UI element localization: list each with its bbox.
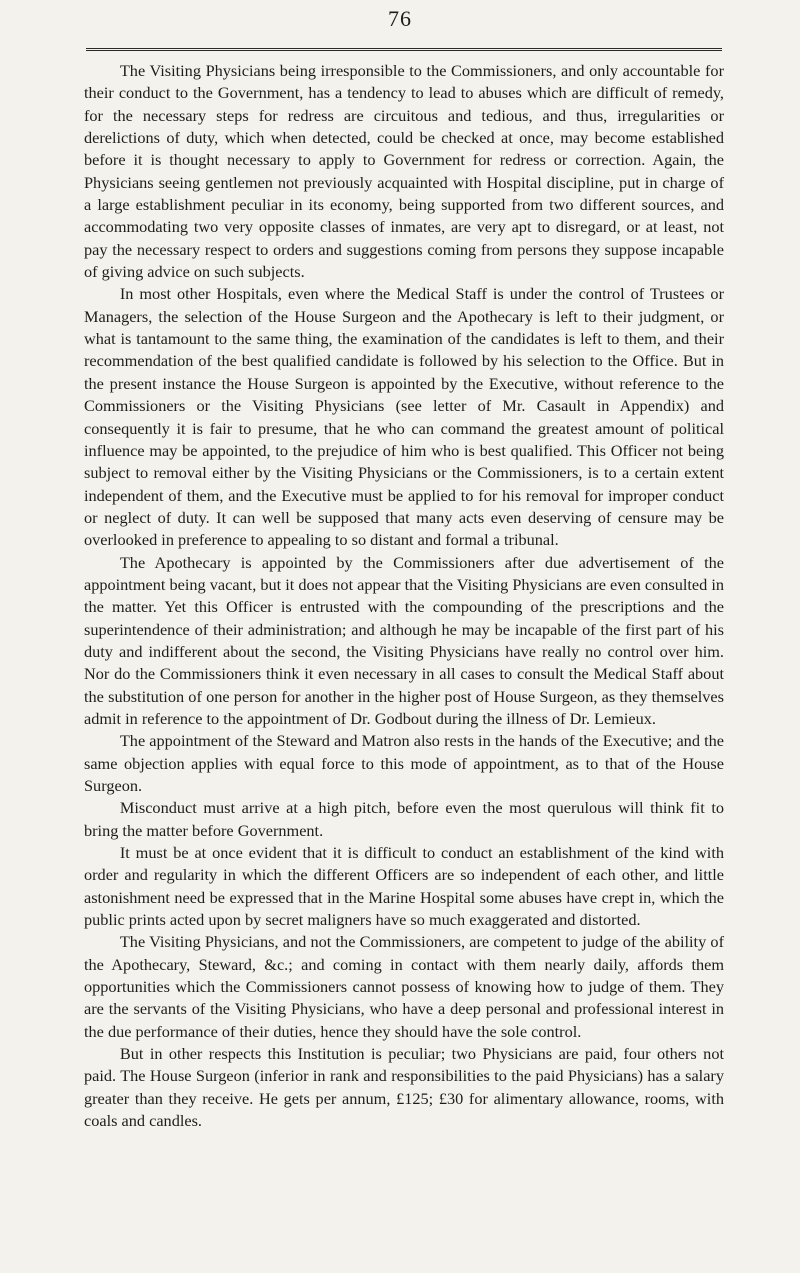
paragraph-1: The Visiting Physicians being irresponsible to the Commissioners, and only accountable for their conduct to the Government, has a tendency to lead to abuses which are difficult of remedy, for the necessary steps for redress are circuitous and tedious, and thus, irregularities or derelictions of duty, which when detected, could be checked at once, may become established before it is thought necessary to apply to Government for redress or correction. Again, the Physicians seeing gentlemen not previously acquainted with Hospital discipline, put in charge of a large establishment peculiar in its economy, being supported from two different sources, and accommodating two very opposite classes of inmates, are very apt to disregard, or at least, not pay the necessary respect to orders and suggestions coming from persons they suppose incapable of giving advice on such subjects. bbox=[84, 61, 724, 282]
header-rule bbox=[86, 48, 722, 51]
paragraph-5: Misconduct must arrive at a high pitch, before even the most querulous will think fit to bring the matter before Government. bbox=[84, 798, 724, 840]
paragraph-4: The appointment of the Steward and Matron also rests in the hands of the Executive; and the same objection applies with equal force to this mode of appointment, as to that of the House Surgeon. bbox=[84, 731, 724, 795]
page-number: 76 bbox=[388, 6, 412, 31]
paragraph-3: The Apothecary is appointed by the Commissioners after due advertisement of the appointment being vacant, but it does not appear that the Visiting Physicians are even consulted in the matter. Yet this Officer is entrusted with the compounding of the prescriptions and the superintendence of their administration; and although he may be incapable of the first part of his duty and indifferent about the second, the Visiting Physicians have really no control over him. Nor do the Commissioners think it even necessary in all cases to consult the Medical Staff about the substitution of one person for another in the higher post of House Surgeon, as they themselves admit in reference to the appointment of Dr. Godbout during the illness of Dr. Lemieux. bbox=[84, 552, 724, 728]
paragraph-2: In most other Hospitals, even where the Medical Staff is under the control of Trustees or Managers, the selection of the House Surgeon and the Apothecary is left to their judgment, or what is tantamount to the same thing, the examination of the candidates is left to them, and their recommendation of the best qualified candidate is followed by his selection to the Office. But in the present instance the House Surgeon is appointed by the Executive, without reference to the Commissioners or the Visiting Physicians (see letter of Mr. Casault in Appendix) and consequently it is fair to presume, that he who can command the greatest amount of political influence may be appointed, to the prejudice of him who is best qualified. This Officer not being subject to removal either by the Visiting Physicians or the Commissioners, is to a certain extent independent of them, and the Executive must be applied to for his removal for improper conduct or neglect of duty. It can well be supposed that many acts even deserving of censure may be overlooked in preference to appealing to so distant and formal a tribunal. bbox=[84, 284, 724, 550]
paragraph-7: The Visiting Physicians, and not the Commissioners, are competent to judge of the ability of the Apothecary, Steward, &c.; and coming in contact with them nearly daily, affords them opportunities which the Commissioners cannot possess of knowing how to judge of them. They are the servants of the Visiting Physicians, who have a deep personal and professional interest in the due performance of their duties, hence they should have the sole control. bbox=[84, 932, 724, 1041]
paragraph-6: It must be at once evident that it is difficult to conduct an establishment of the kind with order and regularity in which the different Officers are so independent of each other, and little astonishment need be expressed that in the Marine Hospital some abuses have crept in, which the public prints acted upon by secret maligners have so much exaggerated and distorted. bbox=[84, 843, 724, 930]
paragraph-8: But in other respects this Institution is peculiar; two Physicians are paid, four others not paid. The House Surgeon (inferior in rank and responsibilities to the paid Physicians) has a salary greater than they receive. He gets per annum, £125; £30 for alimentary allowance, rooms, with coals and candles. bbox=[84, 1044, 724, 1131]
body-text bbox=[84, 60, 724, 1133]
